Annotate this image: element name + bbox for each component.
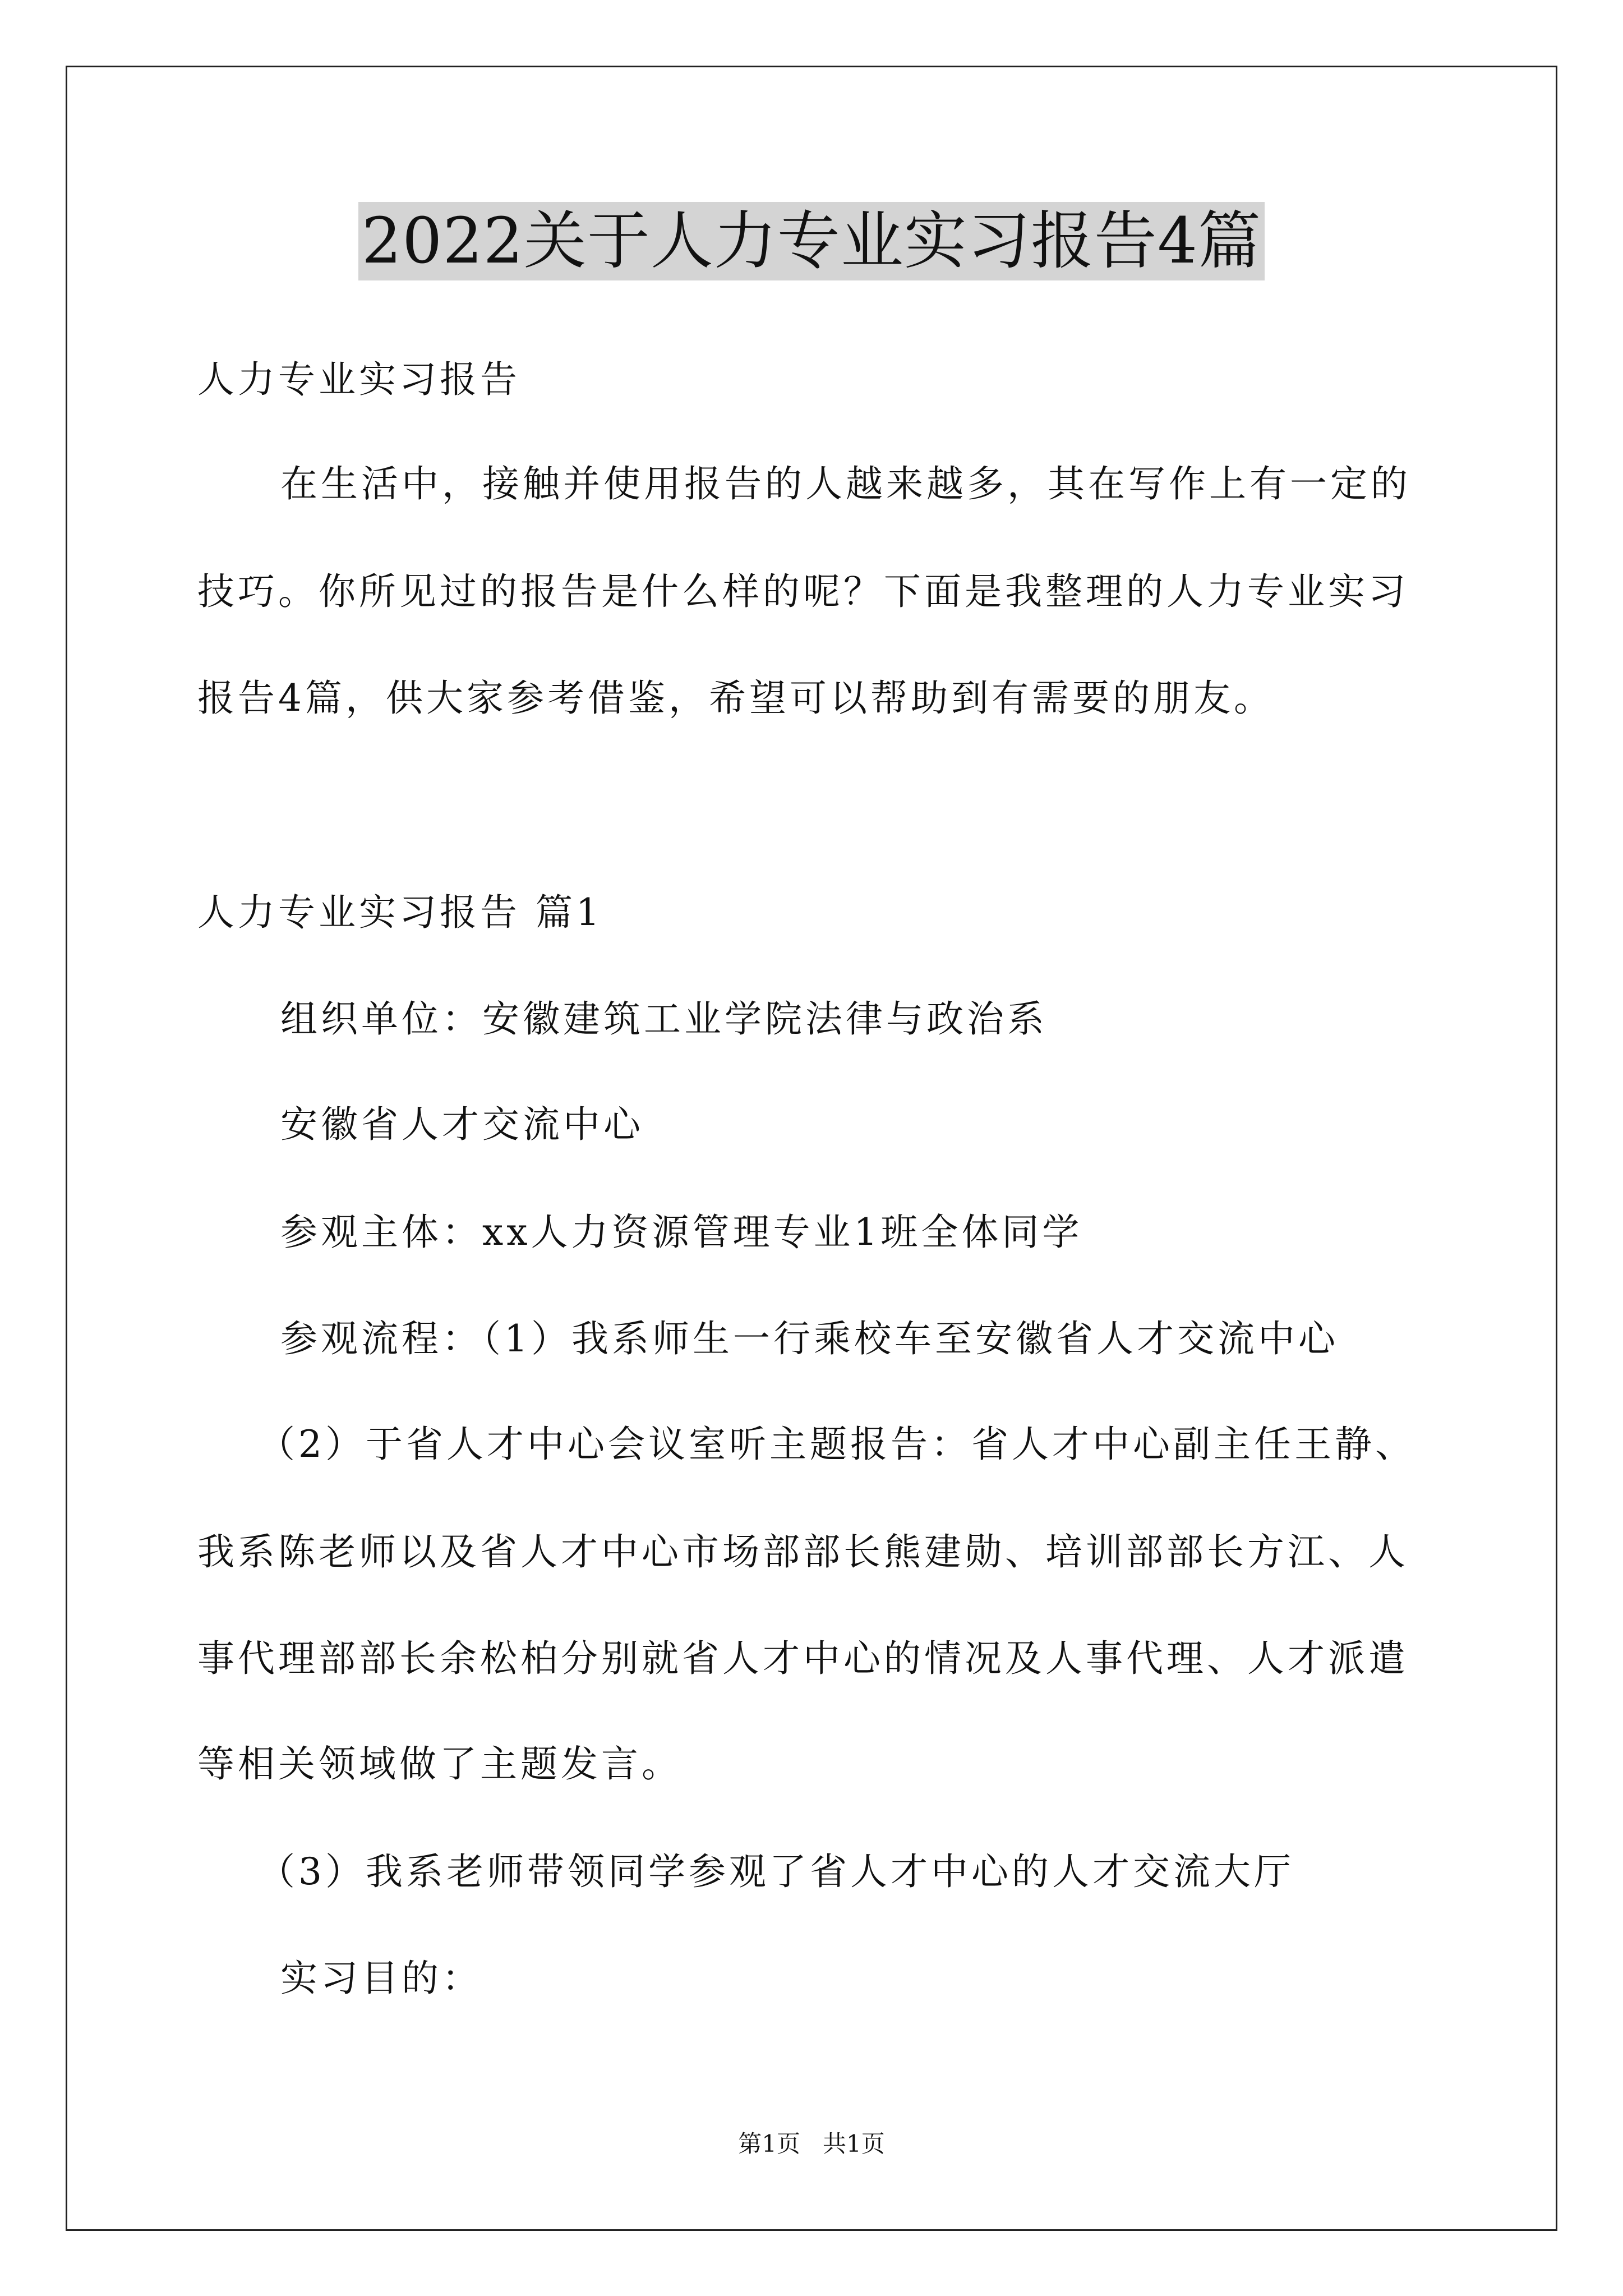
body-line: 等相关领域做了主题发言。 [197, 1742, 682, 1786]
body-line: 事代理部部长余松柏分别就省人才中心的情况及人事代理、人才派遣 [197, 1637, 1409, 1680]
body-line: 我系陈老师以及省人才中心市场部部长熊建勋、培训部部长方江、人 [197, 1530, 1409, 1573]
document-title: 2022关于人力专业实习报告4篇 [358, 202, 1265, 280]
body-line: 参观流程：（1）我系师生一行乘校车至安徽省人才交流中心 [280, 1317, 1339, 1360]
body-line: 组织单位：安徽建筑工业学院法律与政治系 [280, 997, 1048, 1041]
body-line: （3）我系老师带领同学参观了省人才中心的人才交流大厅 [258, 1850, 1294, 1893]
article-heading: 人力专业实习报告 篇1 [197, 891, 603, 934]
intro-paragraph-line: 在生活中，接触并使用报告的人越来越多，其在写作上有一定的 [280, 462, 1411, 505]
body-line: 实习目的： [280, 1957, 482, 2000]
page-footer: 第1页 共1页 [738, 2130, 885, 2157]
body-line: 安徽省人才交流中心 [280, 1103, 644, 1146]
intro-paragraph-line: 报告4篇，供大家参考借鉴，希望可以帮助到有需要的朋友。 [197, 677, 1274, 720]
section-heading: 人力专业实习报告 [197, 358, 520, 401]
body-line: 参观主体：xx人力资源管理专业1班全体同学 [280, 1211, 1083, 1254]
body-line: （2）于省人才中心会议室听主题报告：省人才中心副主任王静、 [258, 1423, 1415, 1466]
intro-paragraph-line: 技巧。你所见过的报告是什么样的呢？下面是我整理的人力专业实习 [197, 570, 1409, 613]
title-container [0, 202, 1623, 280]
